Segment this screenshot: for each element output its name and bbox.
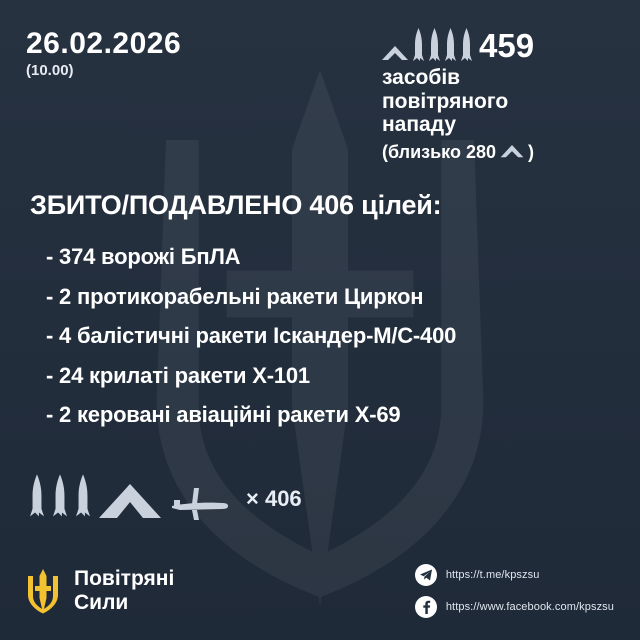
missile-icon <box>30 470 44 522</box>
list-item: - 374 ворожі БпЛА <box>46 244 241 269</box>
attack-count: 459 <box>479 27 535 64</box>
attack-label-line-3: нападу <box>382 113 456 137</box>
trident-icon <box>26 568 60 614</box>
missile-icon <box>445 28 456 62</box>
list-item: - 2 протикорабельні ракети Циркон <box>46 283 424 309</box>
list-item: - 4 балістичні ракети Іскандер-М/С-400 <box>46 323 457 348</box>
cruise-missile-icon <box>170 482 228 522</box>
main-content <box>0 190 640 435</box>
missile-icon <box>429 28 440 62</box>
shahed-drone-icon <box>500 145 524 159</box>
missile-icon <box>53 470 67 522</box>
brand <box>26 567 174 616</box>
missile-icon <box>413 28 424 62</box>
attack-icon-group <box>382 26 472 62</box>
missile-icon <box>461 28 472 62</box>
approx-suffix: ) <box>527 141 534 162</box>
header <box>0 0 640 163</box>
telegram-link[interactable] <box>415 564 614 586</box>
approx-prefix: (близько 280 <box>382 141 496 162</box>
telegram-url[interactable]: https://t.me/kpszsu <box>445 569 540 581</box>
attack-summary <box>382 22 614 163</box>
brand-name-line-1: Повітряні <box>74 566 175 590</box>
shahed-drone-icon <box>382 46 408 62</box>
attack-label <box>382 66 614 137</box>
totals-strip <box>0 462 640 522</box>
attack-label-line-1: засобів <box>382 66 461 89</box>
attack-count-row <box>382 22 614 62</box>
footer <box>0 542 640 640</box>
list-item: - 2 керовані авіаційні ракети Х-69 <box>46 402 401 427</box>
brand-name-line-2: Сили <box>74 591 129 614</box>
approx-drones <box>382 142 614 163</box>
page-title: ЗБИТО/ПОДАВЛЕНО 406 цілей: <box>30 190 442 220</box>
facebook-url[interactable]: https://www.facebook.com/kpszsu <box>445 601 614 613</box>
facebook-link[interactable] <box>415 596 614 618</box>
attack-label-line-2: повітряного <box>382 89 509 113</box>
facebook-icon[interactable] <box>415 596 437 618</box>
totals-icon-group <box>30 462 228 522</box>
downed-targets-list <box>30 237 610 435</box>
social-links <box>415 564 614 618</box>
report-date: 26.02.2026 <box>26 27 182 60</box>
telegram-icon[interactable] <box>415 564 437 586</box>
shahed-drone-icon <box>99 484 161 522</box>
report-time: (10.00) <box>26 61 74 79</box>
missile-icon <box>76 470 90 522</box>
totals-multiplier: × 406 <box>246 486 302 511</box>
list-item: - 24 крилаті ракети Х-101 <box>46 362 310 388</box>
brand-name <box>74 567 174 616</box>
date-block <box>26 22 181 163</box>
